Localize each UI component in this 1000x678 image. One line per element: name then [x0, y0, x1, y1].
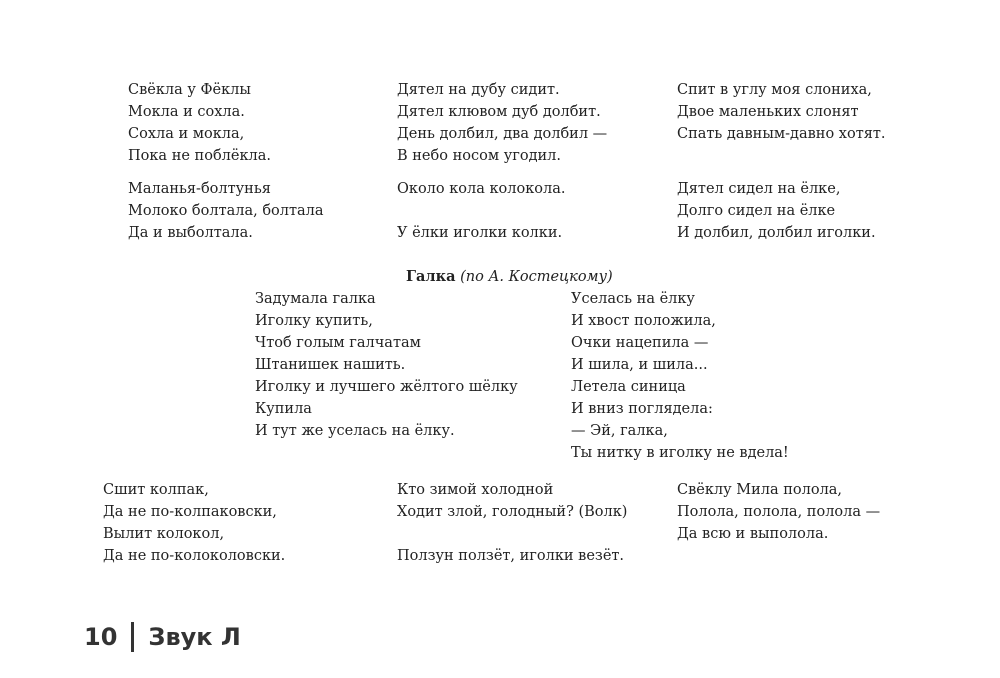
text-line: — Эй, галка, [571, 423, 668, 439]
rhyme-svyokla [128, 79, 271, 167]
text-line: Двое маленьких слонят [677, 104, 859, 120]
text-line: Дятел клювом дуб долбит. [397, 104, 601, 120]
text-line: Задумала галка [255, 291, 376, 307]
page-footer [84, 620, 241, 654]
text-line: Около кола колокола. [397, 181, 566, 197]
rhyme-dyatel-dub [397, 79, 607, 167]
text-line: Сшит колпак, [103, 482, 209, 498]
text-line: У ёлки иголки колки. [397, 225, 563, 241]
tongue-twisters-kolokola [397, 178, 565, 244]
text-line: Штанишек нашить. [255, 357, 406, 373]
text-line: Кто зимой холодной [397, 482, 554, 498]
text-line: И хвост положила, [571, 313, 716, 329]
text-line: Да всю и выполола. [677, 526, 829, 542]
text-line: И шила, и шила... [571, 357, 708, 373]
text-line: Дятел на дубу сидит. [397, 82, 560, 98]
text-line: Дятел сидел на ёлке, [677, 181, 841, 197]
text-line: Ходит злой, голодный? (Волк) [397, 504, 628, 520]
text-line: И долбил, долбил иголки. [677, 225, 876, 241]
poem-galka-part2 [571, 288, 789, 464]
text-line: Спать давным-давно хотят. [677, 126, 886, 142]
text-line: Долго сидел на ёлке [677, 203, 836, 219]
text-line: Летела синица [571, 379, 686, 395]
text-line: Свёклу Мила полола, [677, 482, 843, 498]
text-line: Чтоб голым галчатам [255, 335, 421, 351]
text-line: Вылит колокол, [103, 526, 225, 542]
text-line: Да не по-колоколовски. [103, 548, 286, 564]
text-line: Свёкла у Фёклы [128, 82, 251, 98]
text-line: День долбил, два долбил — [397, 126, 608, 142]
text-line: Иголку купить, [255, 313, 373, 329]
text-line: Пока не поблёкла. [128, 148, 271, 164]
text-line: Спит в углу моя слониха, [677, 82, 872, 98]
text-line: Уселась на ёлку [571, 291, 695, 307]
text-line: Полола, полола, полола — [677, 504, 881, 520]
poem-galka-part1 [255, 288, 518, 442]
rhyme-malanya [128, 178, 324, 244]
text-line: Очки нацепила — [571, 335, 709, 351]
page-number: 10 [84, 623, 118, 651]
text-line: Маланья-болтунья [128, 181, 271, 197]
text-line: Да и выболтала. [128, 225, 253, 241]
text-line: И вниз поглядела: [571, 401, 713, 417]
rhyme-kolpak [103, 479, 285, 567]
text-line: Ты нитку в иголку не вдела! [571, 445, 789, 461]
footer-divider [131, 622, 134, 652]
poem-title-author: (по А. Костецкому) [460, 269, 613, 285]
poem-title [406, 267, 613, 287]
poem-title-main: Галка [406, 268, 456, 285]
text-line: В небо носом угодил. [397, 148, 561, 164]
text-line: Мокла и сохла. [128, 104, 245, 120]
rhyme-slonikha [677, 79, 886, 145]
text-line: Ползун ползёт, иголки везёт. [397, 548, 625, 564]
rhyme-mila [677, 479, 880, 545]
text-line: Купила [255, 401, 312, 417]
text-line: Молоко болтала, болтала [128, 203, 324, 219]
text-line: Иголку и лучшего жёлтого шёлку [255, 379, 518, 395]
section-title: Звук Л [148, 623, 241, 651]
text-line: Да не по-колпаковски, [103, 504, 277, 520]
text-line: И тут же уселась на ёлку. [255, 423, 455, 439]
text-line: Сохла и мокла, [128, 126, 245, 142]
riddle-wolf-and-hedgehog [397, 479, 627, 567]
rhyme-dyatel-yolka [677, 178, 876, 244]
